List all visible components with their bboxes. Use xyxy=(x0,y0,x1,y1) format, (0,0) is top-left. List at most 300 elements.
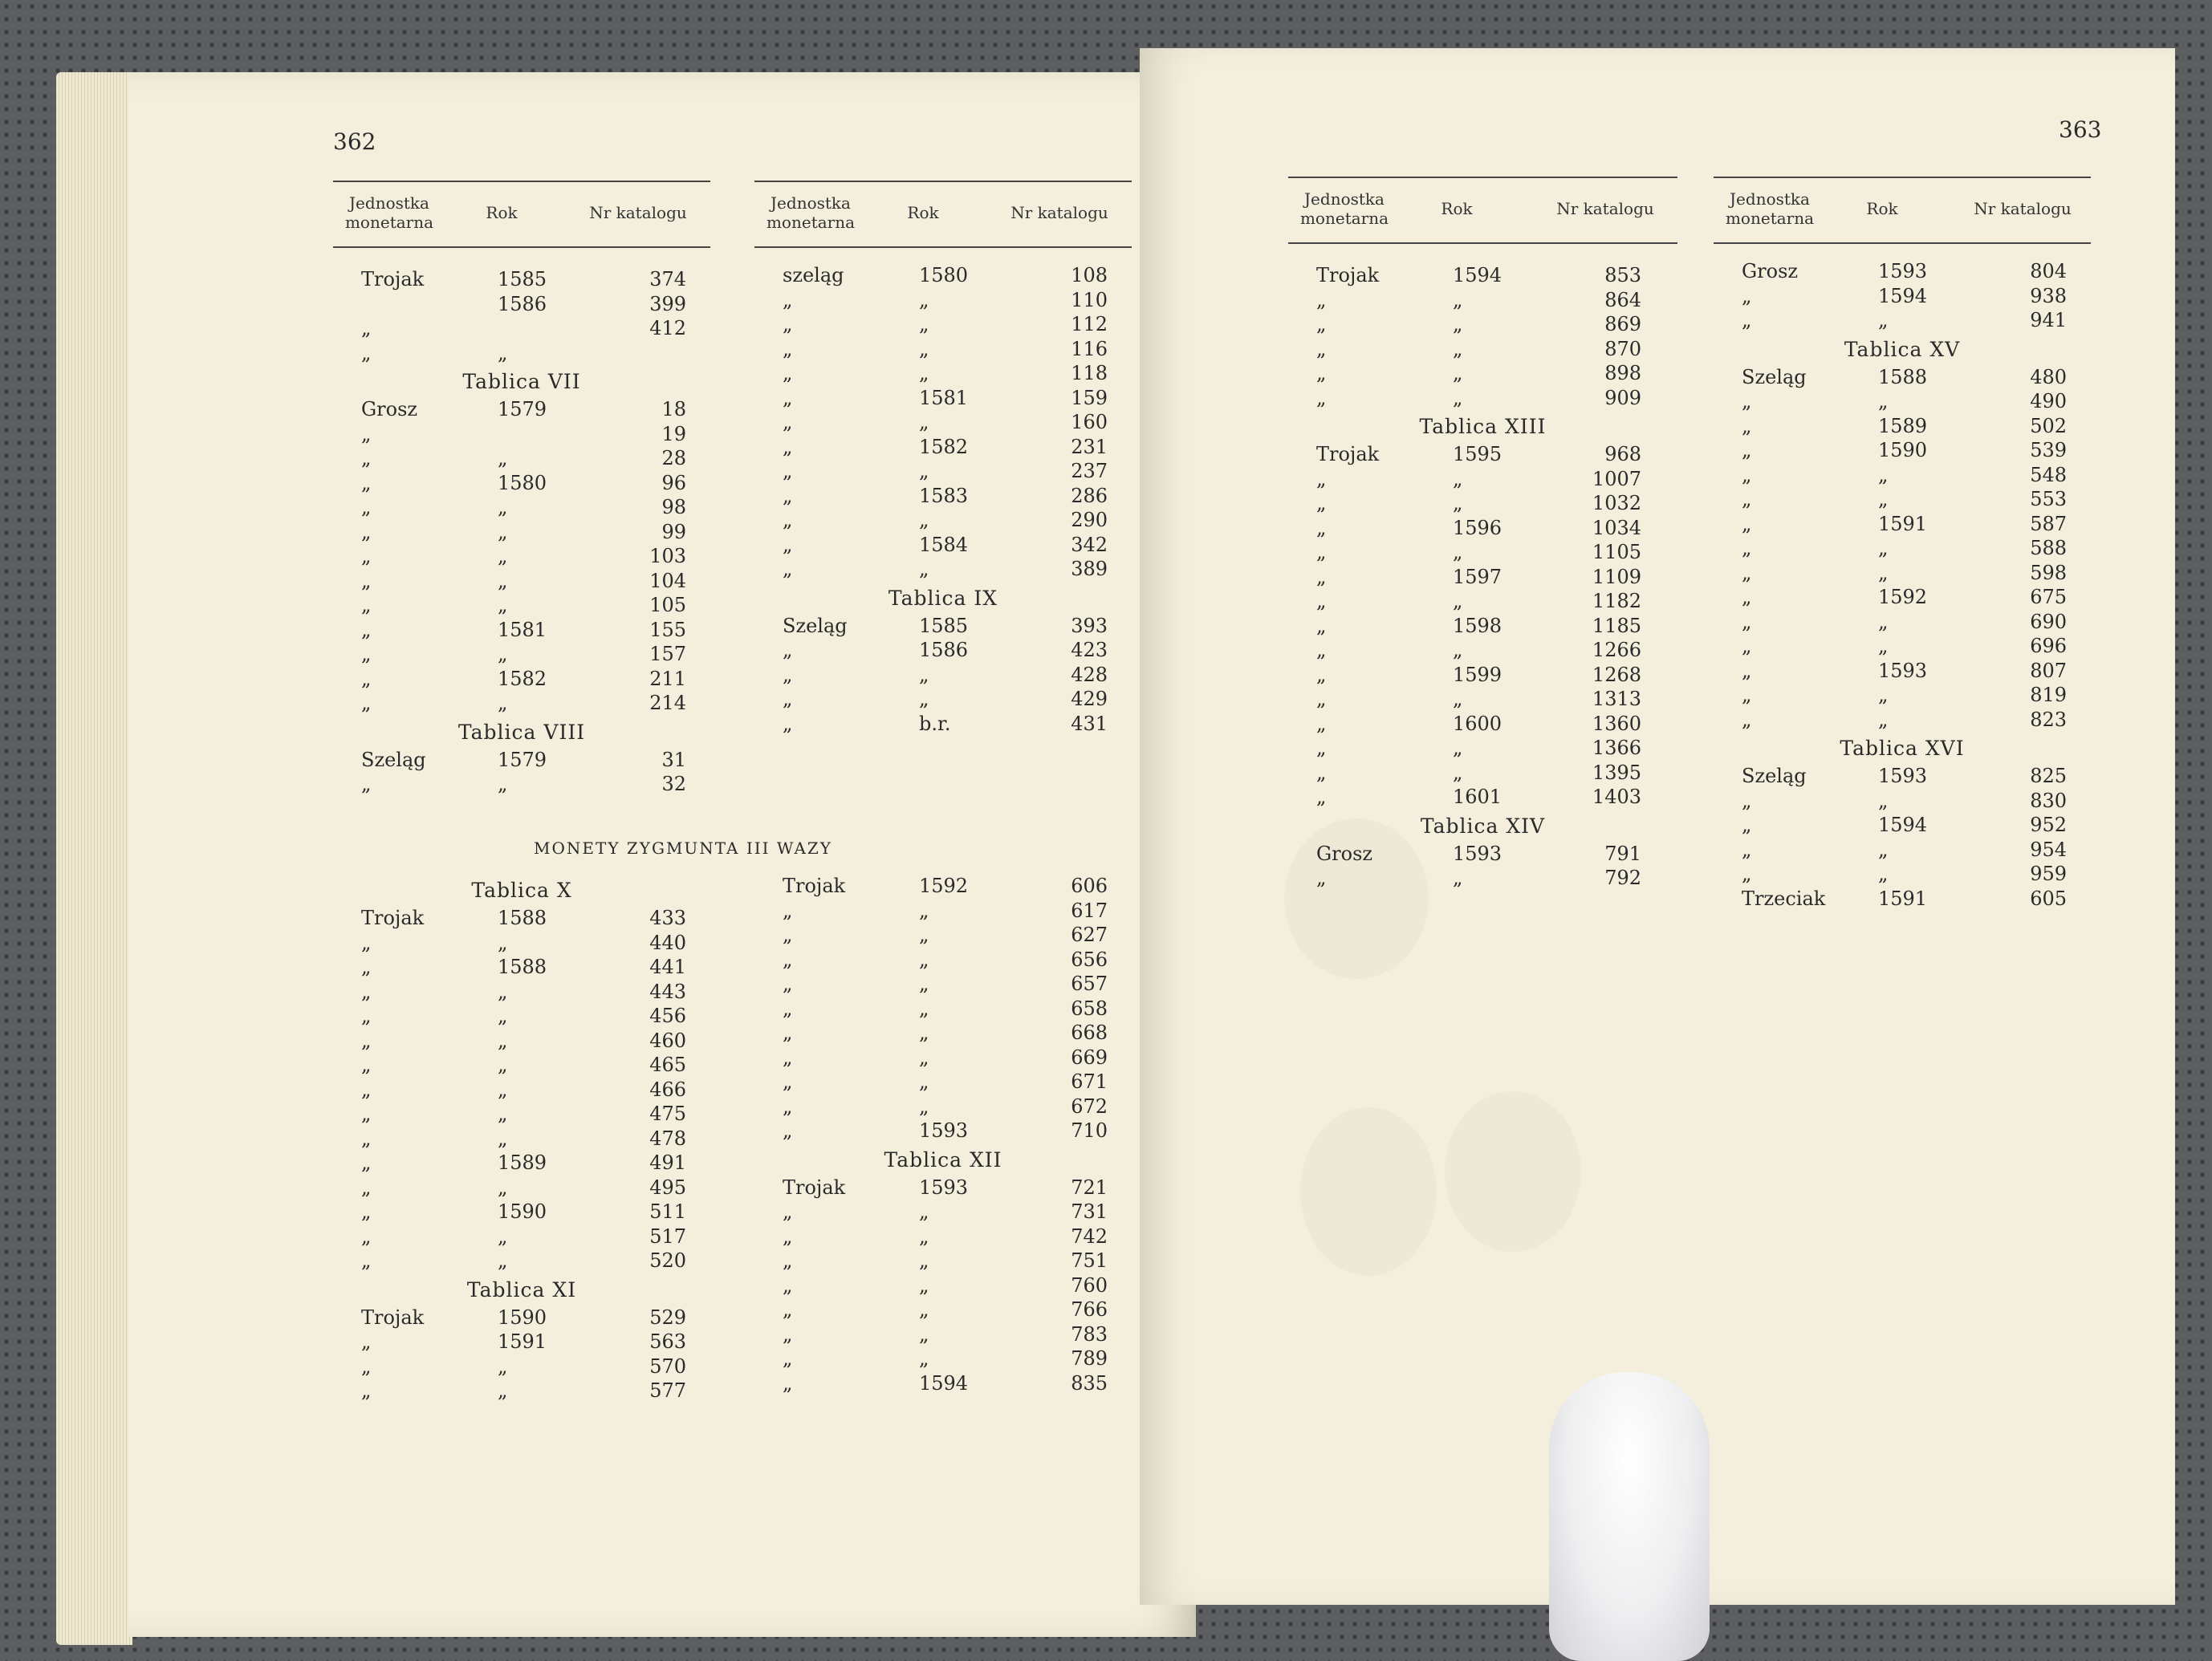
table-subheading: Tablica XV xyxy=(1844,337,1961,361)
table-row xyxy=(333,1379,710,1404)
cell-catalog: 672 xyxy=(1071,1094,1108,1118)
cell-unit: „ xyxy=(783,1322,793,1346)
cell-unit: „ xyxy=(783,973,793,995)
cell-year: „ xyxy=(498,980,508,1003)
table-row xyxy=(754,713,1132,737)
left-page xyxy=(128,72,1196,1637)
cell-year: „ xyxy=(1453,867,1463,889)
cell-year: „ xyxy=(919,313,929,335)
cell-unit: „ xyxy=(783,288,793,311)
table-row xyxy=(754,1176,1132,1201)
cell-catalog: 830 xyxy=(2030,789,2067,812)
table-row xyxy=(1288,468,1677,493)
cell-catalog: 606 xyxy=(1071,875,1108,897)
table-row xyxy=(333,773,710,798)
cell-year: „ xyxy=(1878,789,1889,812)
table-row xyxy=(333,570,710,595)
cell-catalog: 374 xyxy=(649,268,686,290)
cell-year: 1594 xyxy=(1453,264,1502,286)
cell-unit: „ xyxy=(783,663,793,686)
table-row xyxy=(1714,684,2091,709)
table-row xyxy=(1288,615,1677,640)
cell-year: „ xyxy=(919,1322,929,1346)
cell-unit: „ xyxy=(361,980,372,1003)
cell-catalog: 959 xyxy=(2030,863,2067,885)
cell-year: 1589 xyxy=(498,1151,547,1174)
cell-year: „ xyxy=(919,1273,929,1297)
table-header xyxy=(333,181,710,248)
cell-catalog: 783 xyxy=(1071,1322,1108,1346)
cell-year: 1583 xyxy=(919,484,969,507)
cell-catalog: 433 xyxy=(649,907,686,929)
cell-unit: „ xyxy=(1316,565,1327,588)
cell-unit: „ xyxy=(361,1127,372,1150)
cell-catalog: 1266 xyxy=(1592,639,1641,661)
cell-unit: „ xyxy=(783,484,793,507)
cell-catalog: 605 xyxy=(2030,887,2067,910)
cell-year: 1601 xyxy=(1453,786,1502,808)
cell-unit: „ xyxy=(361,496,372,518)
cell-year: 1590 xyxy=(1878,439,1928,461)
cell-catalog: 835 xyxy=(1071,1371,1108,1395)
cell-unit: Szeląg xyxy=(361,748,426,771)
table-row xyxy=(1714,537,2091,562)
cell-catalog: 869 xyxy=(1604,313,1641,335)
cell-year: „ xyxy=(1453,590,1463,612)
table-row xyxy=(333,1103,710,1127)
cell-catalog: 428 xyxy=(1071,663,1108,686)
cell-year: „ xyxy=(1878,838,1889,861)
cell-unit: „ xyxy=(1316,288,1327,311)
cell-unit: „ xyxy=(361,1151,372,1174)
cell-year: „ xyxy=(498,520,508,543)
cell-catalog: 112 xyxy=(1071,313,1108,335)
cell-unit: „ xyxy=(1742,863,1752,885)
cell-unit: „ xyxy=(1316,313,1327,335)
table-row xyxy=(1288,566,1677,591)
table-row xyxy=(1288,843,1677,867)
cell-unit: „ xyxy=(1316,867,1327,889)
cell-year: 1589 xyxy=(1878,414,1928,437)
cell-year: „ xyxy=(498,496,508,518)
table-row xyxy=(333,1078,710,1103)
cell-year: „ xyxy=(498,1054,508,1076)
cell-year: „ xyxy=(498,1005,508,1027)
cell-year: 1593 xyxy=(1878,765,1928,787)
cell-year: 1579 xyxy=(498,398,547,420)
cell-year: 1599 xyxy=(1453,663,1502,686)
cell-unit: „ xyxy=(783,533,793,556)
table-row xyxy=(1288,713,1677,737)
cell-unit: Grosz xyxy=(361,398,418,420)
cell-year: „ xyxy=(498,773,508,795)
cell-unit: „ xyxy=(361,643,372,665)
cell-unit: „ xyxy=(1742,463,1752,486)
cell-unit: „ xyxy=(361,1249,372,1272)
cell-unit: „ xyxy=(783,411,793,433)
cell-catalog: 587 xyxy=(2030,512,2067,535)
cell-year: „ xyxy=(1453,737,1463,759)
cell-unit: Trojak xyxy=(783,875,846,897)
cell-year: „ xyxy=(919,924,929,946)
table-row xyxy=(333,1054,710,1078)
table-row xyxy=(754,615,1132,640)
cell-unit: „ xyxy=(783,924,793,946)
table-row xyxy=(333,1005,710,1029)
cell-catalog: 211 xyxy=(649,667,686,690)
cell-catalog: 440 xyxy=(649,931,686,954)
cell-unit: „ xyxy=(1316,541,1327,563)
cell-unit: „ xyxy=(1316,362,1327,384)
cell-year: „ xyxy=(1453,313,1463,335)
cell-unit: „ xyxy=(361,317,372,339)
cell-unit: Trojak xyxy=(361,907,425,929)
page-number: 363 xyxy=(2059,116,2102,143)
cell-year: „ xyxy=(1878,463,1889,486)
cell-unit: Szeląg xyxy=(1742,365,1807,388)
cell-catalog: 804 xyxy=(2030,260,2067,282)
cell-catalog: 160 xyxy=(1071,411,1108,433)
table-row xyxy=(1714,562,2091,587)
cell-year: „ xyxy=(1453,541,1463,563)
cell-catalog: 941 xyxy=(2030,309,2067,331)
cell-catalog: 511 xyxy=(649,1200,686,1223)
rows xyxy=(1288,264,1677,891)
cell-unit: „ xyxy=(783,712,793,735)
table-row xyxy=(333,447,710,472)
cell-catalog: 1366 xyxy=(1592,737,1641,759)
cell-catalog: 1185 xyxy=(1592,614,1641,637)
table-row xyxy=(333,1249,710,1274)
cell-unit: Grosz xyxy=(1742,260,1799,282)
table-row xyxy=(333,1151,710,1176)
right-page xyxy=(1140,48,2175,1605)
table-row xyxy=(754,1323,1132,1348)
cell-unit: „ xyxy=(783,1298,793,1321)
cell-year: „ xyxy=(919,1094,929,1118)
table-header xyxy=(1288,177,1677,244)
cell-year: „ xyxy=(919,899,929,922)
cell-unit: „ xyxy=(783,1046,793,1069)
cell-catalog: 443 xyxy=(649,980,686,1003)
cell-year: „ xyxy=(1453,492,1463,514)
cell-year: 1597 xyxy=(1453,565,1502,588)
cell-year: 1598 xyxy=(1453,614,1502,637)
table-row xyxy=(1288,313,1677,338)
cell-year: „ xyxy=(498,594,508,616)
cell-unit: „ xyxy=(1742,414,1752,437)
cell-year: 1584 xyxy=(919,533,969,556)
cell-unit: „ xyxy=(783,948,793,971)
cell-year: 1588 xyxy=(498,907,547,929)
cell-unit: Trojak xyxy=(1316,264,1380,286)
cell-catalog: 1395 xyxy=(1592,761,1641,784)
cell-catalog: 669 xyxy=(1071,1046,1108,1069)
cell-year: „ xyxy=(498,1379,508,1402)
cell-catalog: 1403 xyxy=(1592,786,1641,808)
cell-catalog: 28 xyxy=(661,447,686,469)
cell-year: 1600 xyxy=(1453,712,1502,735)
cell-catalog: 539 xyxy=(2030,439,2067,461)
cell-year: 1585 xyxy=(919,614,969,637)
cell-catalog: 96 xyxy=(661,471,686,494)
table-row xyxy=(754,362,1132,387)
cell-year: „ xyxy=(919,1249,929,1272)
cell-catalog: 760 xyxy=(1071,1273,1108,1297)
header-unit: Jednostka monetarna xyxy=(1299,189,1389,228)
table-row xyxy=(333,1029,710,1054)
cell-unit: „ xyxy=(361,545,372,567)
cell-year: 1586 xyxy=(919,639,969,661)
header-year: Rok xyxy=(486,203,518,222)
cell-unit: „ xyxy=(361,447,372,469)
cell-catalog: 429 xyxy=(1071,688,1108,710)
cell-unit: „ xyxy=(783,1249,793,1272)
cell-year: 1579 xyxy=(498,748,547,771)
cell-year: 1580 xyxy=(919,264,969,286)
table-row xyxy=(754,411,1132,436)
table-row xyxy=(1288,761,1677,786)
cell-year: 1593 xyxy=(1453,842,1502,865)
cell-catalog: 108 xyxy=(1071,264,1108,286)
faint-coin-mark xyxy=(1300,1107,1437,1276)
cell-year: „ xyxy=(498,1103,508,1125)
table-row xyxy=(1288,362,1677,387)
header-unit: Jednostka monetarna xyxy=(1725,189,1815,228)
gloved-finger xyxy=(1549,1372,1710,1661)
cell-catalog: 823 xyxy=(2030,708,2067,731)
table-row xyxy=(1714,513,2091,538)
cell-unit: „ xyxy=(1742,684,1752,706)
cell-year: 1593 xyxy=(919,1176,969,1199)
cell-unit: Trzeciak xyxy=(1742,887,1826,910)
table-row xyxy=(333,423,710,448)
cell-catalog: 441 xyxy=(649,956,686,978)
cell-unit: „ xyxy=(1742,659,1752,682)
cell-catalog: 412 xyxy=(649,317,686,339)
table-row xyxy=(1714,488,2091,513)
section-heading: MONETY ZYGMUNTA III WAZY xyxy=(534,839,832,858)
cell-year: „ xyxy=(919,663,929,686)
cell-catalog: 657 xyxy=(1071,973,1108,995)
cell-unit: „ xyxy=(1316,761,1327,784)
cell-catalog: 99 xyxy=(661,520,686,543)
header-catalog: Nr katalogu xyxy=(589,203,687,222)
cell-catalog: 968 xyxy=(1604,443,1641,465)
cell-year: „ xyxy=(498,1354,508,1378)
table-row xyxy=(333,619,710,644)
table-row xyxy=(1714,839,2091,863)
cell-unit: „ xyxy=(1742,586,1752,608)
cell-catalog: 656 xyxy=(1071,948,1108,971)
cell-catalog: 495 xyxy=(649,1176,686,1199)
cell-unit: „ xyxy=(783,1273,793,1297)
cell-year: 1592 xyxy=(1878,586,1928,608)
table-row xyxy=(1714,765,2091,790)
table-row xyxy=(333,956,710,981)
table-row xyxy=(333,668,710,692)
cell-year: „ xyxy=(1878,390,1889,412)
cell-year: „ xyxy=(498,545,508,567)
cell-catalog: 231 xyxy=(1071,435,1108,458)
cell-unit: Grosz xyxy=(1316,842,1373,865)
cell-catalog: 598 xyxy=(2030,561,2067,584)
cell-catalog: 864 xyxy=(1604,288,1641,311)
cell-catalog: 214 xyxy=(649,692,686,714)
cell-catalog: 721 xyxy=(1071,1176,1108,1199)
table-subheading: Tablica XIII xyxy=(1419,415,1547,438)
table-row xyxy=(333,1306,710,1331)
table-subheading: Tablica XVI xyxy=(1840,737,1965,760)
cell-unit: „ xyxy=(783,1200,793,1223)
table-header xyxy=(1714,177,2091,244)
rows xyxy=(1714,260,2091,912)
table-row xyxy=(333,342,710,367)
cell-catalog: 588 xyxy=(2030,537,2067,559)
cell-year: „ xyxy=(498,692,508,714)
cell-catalog: 825 xyxy=(2030,765,2067,787)
cell-catalog: 389 xyxy=(1071,558,1108,580)
cell-unit: „ xyxy=(1742,561,1752,584)
cell-year: „ xyxy=(1453,337,1463,360)
cell-catalog: 1182 xyxy=(1592,590,1641,612)
cell-year: „ xyxy=(919,1347,929,1370)
cell-catalog: 563 xyxy=(649,1330,686,1353)
cell-catalog: 909 xyxy=(1604,386,1641,409)
cell-unit: „ xyxy=(783,1347,793,1370)
cell-catalog: 751 xyxy=(1071,1249,1108,1272)
cell-unit: „ xyxy=(361,569,372,592)
table-row xyxy=(1288,289,1677,314)
cell-catalog: 480 xyxy=(2030,365,2067,388)
table-col-2 xyxy=(754,181,1132,737)
cell-year: „ xyxy=(919,973,929,995)
cell-catalog: 490 xyxy=(2030,390,2067,412)
cell-year: „ xyxy=(919,1200,929,1223)
table-row xyxy=(1714,863,2091,887)
cell-catalog: 423 xyxy=(1071,639,1108,661)
table-row xyxy=(333,749,710,774)
cell-catalog: 502 xyxy=(2030,414,2067,437)
cell-unit: „ xyxy=(361,692,372,714)
cell-catalog: 290 xyxy=(1071,509,1108,531)
table-row xyxy=(1288,664,1677,688)
cell-unit: Trojak xyxy=(783,1176,846,1199)
cell-catalog: 116 xyxy=(1071,337,1108,360)
cell-year: „ xyxy=(919,1298,929,1321)
header-catalog: Nr katalogu xyxy=(1010,203,1108,222)
table-row xyxy=(754,436,1132,461)
cell-year: „ xyxy=(498,1224,508,1248)
cell-unit: „ xyxy=(783,362,793,384)
cell-unit: „ xyxy=(361,1224,372,1248)
cell-unit: „ xyxy=(1742,635,1752,657)
table-row xyxy=(1714,390,2091,415)
table-row xyxy=(754,1372,1132,1397)
cell-year: „ xyxy=(919,688,929,710)
table-row xyxy=(754,639,1132,664)
table-row xyxy=(754,460,1132,485)
cell-year: „ xyxy=(1453,639,1463,661)
cell-catalog: 465 xyxy=(649,1054,686,1076)
cell-catalog: 617 xyxy=(1071,899,1108,922)
cell-catalog: 466 xyxy=(649,1078,686,1101)
cell-catalog: 478 xyxy=(649,1127,686,1150)
table-row xyxy=(1714,366,2091,391)
table-row xyxy=(754,973,1132,997)
table-row xyxy=(754,664,1132,688)
cell-catalog: 159 xyxy=(1071,386,1108,409)
cell-unit: „ xyxy=(1316,467,1327,490)
cell-unit: „ xyxy=(1742,439,1752,461)
table-row xyxy=(333,692,710,717)
table-row xyxy=(1288,387,1677,412)
table-row xyxy=(1288,443,1677,468)
table-row xyxy=(1714,814,2091,839)
cell-catalog: 460 xyxy=(649,1029,686,1052)
faint-coin-mark xyxy=(1445,1091,1581,1252)
cell-unit: „ xyxy=(1316,337,1327,360)
cell-year: „ xyxy=(1878,561,1889,584)
table-row xyxy=(1714,635,2091,660)
cell-unit: Trojak xyxy=(361,268,425,290)
cell-unit: „ xyxy=(361,1054,372,1076)
cell-unit: „ xyxy=(783,313,793,335)
cell-catalog: 952 xyxy=(2030,814,2067,836)
cell-year: „ xyxy=(1878,610,1889,633)
cell-year: „ xyxy=(498,643,508,665)
table-row xyxy=(1288,541,1677,566)
cell-unit: „ xyxy=(783,688,793,710)
table-row xyxy=(754,1274,1132,1299)
cell-catalog: 938 xyxy=(2030,284,2067,307)
cell-year: „ xyxy=(919,1021,929,1044)
table-row xyxy=(754,558,1132,583)
page-number: 362 xyxy=(333,128,376,155)
table-row xyxy=(1714,660,2091,684)
cell-unit: „ xyxy=(361,618,372,641)
cell-catalog: 1360 xyxy=(1592,712,1641,735)
cell-catalog: 853 xyxy=(1604,264,1641,286)
cell-year: „ xyxy=(1878,537,1889,559)
cell-unit: „ xyxy=(1316,639,1327,661)
cell-catalog: 155 xyxy=(649,618,686,641)
table-row xyxy=(333,643,710,668)
cell-unit: „ xyxy=(1742,814,1752,836)
rows xyxy=(333,875,710,1404)
table-col-1-bottom xyxy=(333,875,710,1404)
cell-unit: „ xyxy=(361,931,372,954)
cell-unit: „ xyxy=(361,1103,372,1125)
cell-catalog: 517 xyxy=(649,1224,686,1248)
cell-year: „ xyxy=(1453,467,1463,490)
cell-unit: „ xyxy=(1316,737,1327,759)
cell-catalog: 1032 xyxy=(1592,492,1641,514)
cell-year: 1588 xyxy=(498,956,547,978)
cell-year: b.r. xyxy=(919,712,951,735)
cell-year: „ xyxy=(1453,688,1463,710)
cell-catalog: 32 xyxy=(661,773,686,795)
cell-year: 1596 xyxy=(1453,516,1502,539)
cell-unit: „ xyxy=(361,1176,372,1199)
cell-catalog: 792 xyxy=(1604,867,1641,889)
rows xyxy=(333,268,710,798)
table-subheading: Tablica X xyxy=(471,879,572,902)
cell-catalog: 819 xyxy=(2030,684,2067,706)
cell-year: „ xyxy=(919,997,929,1020)
table-row xyxy=(754,1298,1132,1323)
cell-year: „ xyxy=(1878,684,1889,706)
